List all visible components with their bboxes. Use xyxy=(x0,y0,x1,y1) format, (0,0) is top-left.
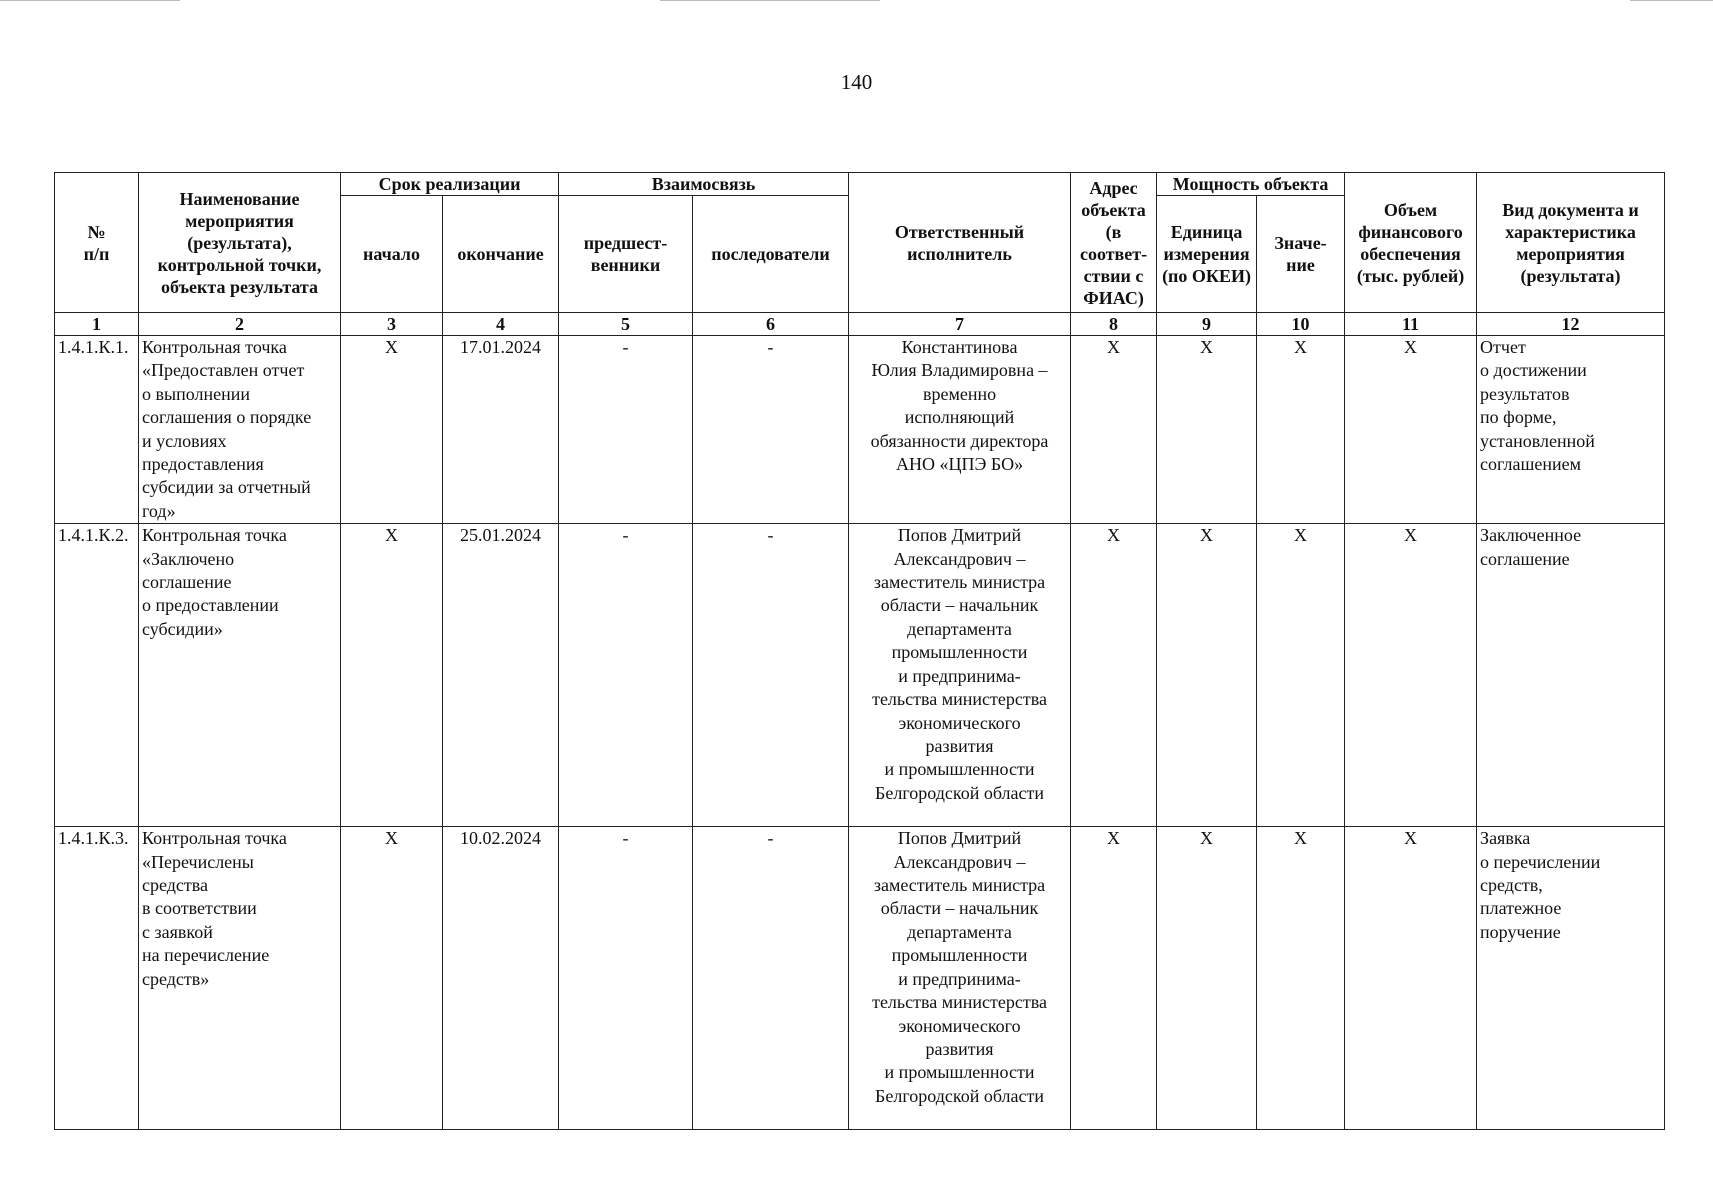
cell-address: X xyxy=(1071,336,1157,524)
scan-edge-line-left xyxy=(0,0,180,1)
header-financing: Объем финансового обеспечения (тыс. рублей) xyxy=(1345,173,1477,313)
column-number: 9 xyxy=(1157,313,1257,336)
header-relation: Взаимосвязь xyxy=(559,173,849,196)
table-row xyxy=(55,827,1665,1130)
cell-start: X xyxy=(341,336,443,524)
cell-doc: Отчет о достижении результатов по форме, установленной соглашением xyxy=(1477,336,1665,524)
cell-responsible: Попов Дмитрий Александрович – заместитель министра области – начальник департамента промышленности и предпринима- тельства министерства экономического развития и промышленности Белгородской области xyxy=(849,827,1071,1130)
column-number: 6 xyxy=(693,313,849,336)
column-number: 7 xyxy=(849,313,1071,336)
header-term-start: начало xyxy=(341,196,443,313)
cell-name: Контрольная точка «Заключено соглашение о предоставлении субсидии» xyxy=(139,524,341,827)
cell-value: X xyxy=(1257,336,1345,524)
cell-value: X xyxy=(1257,524,1345,827)
cell-followers: - xyxy=(693,336,849,524)
cell-name: Контрольная точка «Перечислены средства в соответствии с заявкой на перечисление средств» xyxy=(139,827,341,1130)
column-number: 2 xyxy=(139,313,341,336)
header-term: Срок реализации xyxy=(341,173,559,196)
column-number: 4 xyxy=(443,313,559,336)
cell-responsible: Константинова Юлия Владимировна – временно исполняющий обязанности директора АНО «ЦПЭ БО» xyxy=(849,336,1071,524)
column-number: 12 xyxy=(1477,313,1665,336)
cell-value: X xyxy=(1257,827,1345,1130)
header-doc-type: Вид документа и характеристика мероприятия (результата) xyxy=(1477,173,1665,313)
cell-predecessors: - xyxy=(559,827,693,1130)
column-number: 5 xyxy=(559,313,693,336)
header-row-column-numbers xyxy=(55,313,1665,336)
cell-end: 17.01.2024 xyxy=(443,336,559,524)
cell-responsible: Попов Дмитрий Александрович – заместитель министра области – начальник департамента промышленности и предпринима- тельства министерства экономического развития и промышленности Белгородской области xyxy=(849,524,1071,827)
cell-address: X xyxy=(1071,827,1157,1130)
cell-financing: X xyxy=(1345,524,1477,827)
scan-edge-line-right xyxy=(1630,0,1713,1)
header-value: Значе- ние xyxy=(1257,196,1345,313)
cell-num: 1.4.1.К.1. xyxy=(55,336,139,524)
cell-predecessors: - xyxy=(559,524,693,827)
cell-name: Контрольная точка «Предоставлен отчет о выполнении соглашения о порядке и условиях предоставления субсидии за отчетный год» xyxy=(139,336,341,524)
cell-end: 10.02.2024 xyxy=(443,827,559,1130)
header-num: № п/п xyxy=(55,173,139,313)
cell-financing: X xyxy=(1345,827,1477,1130)
column-number: 11 xyxy=(1345,313,1477,336)
cell-address: X xyxy=(1071,524,1157,827)
scan-edge-line-mid xyxy=(660,0,880,1)
cell-end: 25.01.2024 xyxy=(443,524,559,827)
cell-start: X xyxy=(341,827,443,1130)
header-name: Наименование мероприятия (результата), контрольной точки, объекта результата xyxy=(139,173,341,313)
cell-unit: X xyxy=(1157,524,1257,827)
header-followers: последователи xyxy=(693,196,849,313)
cell-unit: X xyxy=(1157,827,1257,1130)
column-number: 1 xyxy=(55,313,139,336)
cell-start: X xyxy=(341,524,443,827)
header-address: Адрес объекта (в соответ-ствии с ФИАС) xyxy=(1071,173,1157,313)
table-row xyxy=(55,524,1665,827)
page-number: 140 xyxy=(840,70,873,94)
header-capacity: Мощность объекта xyxy=(1157,173,1345,196)
column-number: 3 xyxy=(341,313,443,336)
cell-financing: X xyxy=(1345,336,1477,524)
header-term-end: окончание xyxy=(443,196,559,313)
header-responsible: Ответственный исполнитель xyxy=(849,173,1071,313)
header-predecessors: предшест- венники xyxy=(559,196,693,313)
implementation-plan-table xyxy=(54,172,1665,1130)
header-unit: Единица измерения (по ОКЕИ) xyxy=(1157,196,1257,313)
column-number: 10 xyxy=(1257,313,1345,336)
cell-unit: X xyxy=(1157,336,1257,524)
table-row xyxy=(55,336,1665,524)
cell-predecessors: - xyxy=(559,336,693,524)
cell-doc: Заявка о перечислении средств, платежное поручение xyxy=(1477,827,1665,1130)
cell-doc: Заключенное соглашение xyxy=(1477,524,1665,827)
cell-num: 1.4.1.К.3. xyxy=(55,827,139,1130)
header-row-groups xyxy=(55,173,1665,196)
cell-num: 1.4.1.К.2. xyxy=(55,524,139,827)
cell-followers: - xyxy=(693,827,849,1130)
cell-followers: - xyxy=(693,524,849,827)
column-number: 8 xyxy=(1071,313,1157,336)
